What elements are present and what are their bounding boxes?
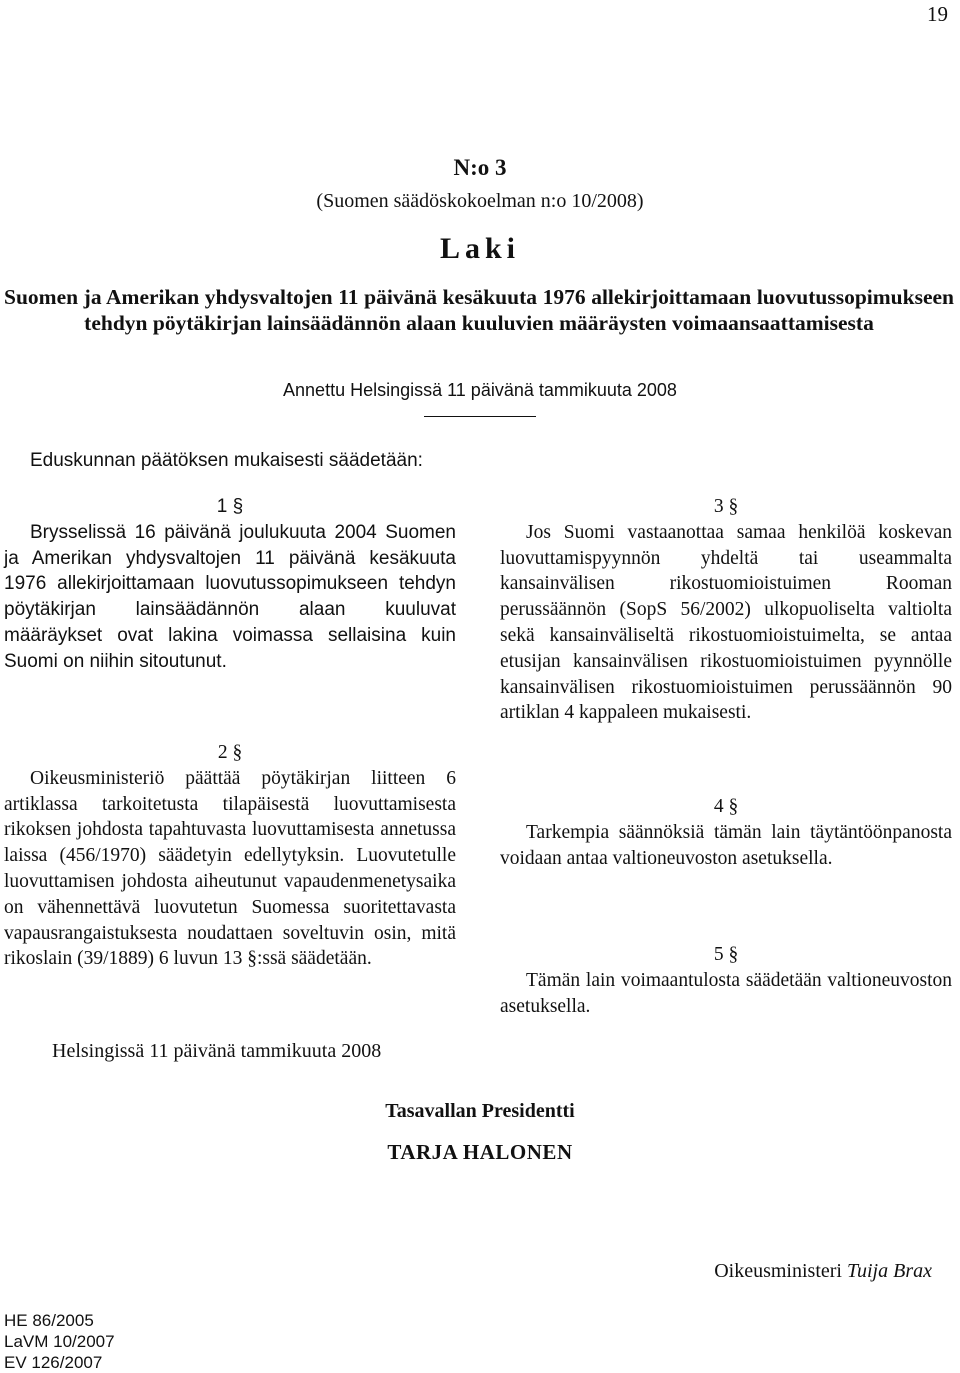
section-2 — [4, 740, 456, 972]
section-2-heading: 2 § — [217, 742, 243, 763]
document-type-heading: Laki — [439, 232, 521, 265]
title-divider — [424, 416, 536, 417]
section-2-text: Oikeusministeriö päättää pöytäkirjan liitteen 6 artiklassa tarkoitetusta tilapäisestä luovuttamisesta rikoksen johdosta tapahtuvasta luovuttamisesta annetussa laissa (456/1970) säädetyin edellytyksin. Luovutetulle luovuttamisen johdosta aiheutunut vapaudenmenetysaika on vähennettävä luovutetun Suomessa suoritettavasta vapausrangaistuksesta noudattaen soveltuvin osin, mitä rikoslain (39/1889) 6 luvun 13 §:ssä säädetään. — [4, 767, 456, 970]
section-5-text: Tämän lain voimaantulosta säädetään valtioneuvoston asetuksella. — [500, 969, 952, 1017]
section-5-heading: 5 § — [713, 944, 739, 965]
section-1-text: Brysselissä 16 päivänä joulukuuta 2004 Suomen ja Amerikan yhdysvaltojen 11 päivänä kesäkuuta 1976 allekirjoittamaan luovutussopimukseen tehdyn pöytäkirjan lainsäädännön alaan kuuluvat määräykset ovat lakina voimassa sellaisina kuin Suomi on niihin sitoutunut. — [4, 521, 456, 672]
president-name: TARJA HALONEN — [387, 1140, 573, 1164]
statute-number: N:o 3 — [453, 155, 507, 180]
minister-title: Oikeusministeri — [714, 1260, 847, 1282]
legislative-references — [4, 1310, 115, 1373]
section-3-heading: 3 § — [713, 496, 739, 517]
enactment-preamble: Eduskunnan päätöksen mukaisesti säädetään: — [30, 450, 423, 471]
reference-item: EV 126/2007 — [4, 1353, 103, 1372]
section-5 — [500, 942, 952, 1019]
section-3-text: Jos Suomi vastaanottaa samaa henkilöä koskevan luovuttamispyynnön yhdeltä tai useammalta kansainvälisen rikostuomioistuimen Rooman perussäännön (SopS 56/2002) ulkopuoliselta valtiolta sekä kansainväliseltä rikostuomioistuimelta, se antaa etusijan kansainvälisen rikostuomioistuimen pyynnölle kansainvälisen rikostuomioistuimen perussäännön 90 artiklan 4 kappaleen mukaisesti. — [500, 521, 952, 724]
section-4-heading: 4 § — [713, 796, 739, 817]
president-title: Tasavallan Presidentti — [385, 1100, 575, 1122]
section-3 — [500, 494, 952, 726]
statute-collection-reference: (Suomen säädöskokoelman n:o 10/2008) — [316, 190, 644, 212]
signing-place-date: Helsingissä 11 päivänä tammikuuta 2008 — [52, 1040, 382, 1062]
section-1 — [4, 494, 456, 675]
section-4 — [500, 794, 952, 871]
minister-name: Tuija Brax — [846, 1260, 932, 1282]
section-1-heading: 1 § — [216, 496, 244, 517]
reference-item: HE 86/2005 — [4, 1311, 94, 1330]
reference-item: LaVM 10/2007 — [4, 1332, 115, 1351]
minister-signature — [714, 1260, 932, 1283]
law-title: Suomen ja Amerikan yhdysvaltojen 11 päivänä kesäkuuta 1976 allekirjoittamaan luovutussopimukseen tehdyn pöytäkirjan lainsäädännön alaan kuuluvien määräysten voimaansaattamisesta — [4, 285, 954, 335]
issued-date: Annettu Helsingissä 11 päivänä tammikuuta 2008 — [283, 380, 677, 400]
section-4-text: Tarkempia säännöksiä tämän lain täytäntöönpanosta voidaan antaa valtioneuvoston asetuksella. — [500, 821, 952, 869]
page-number: 19 — [927, 2, 948, 26]
